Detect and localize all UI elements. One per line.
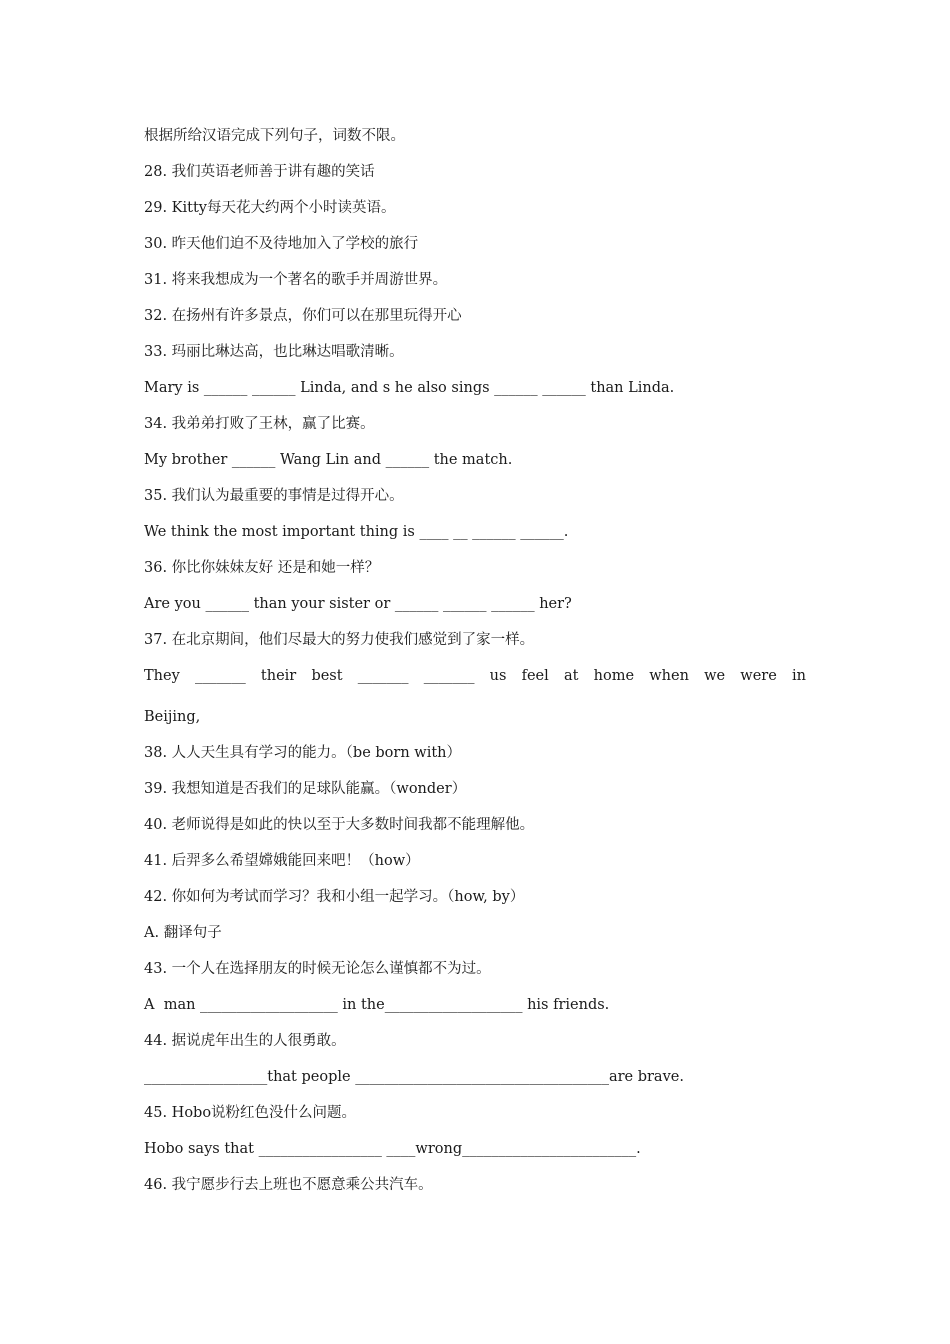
answer-44: _________________that people ___________________________________are brave. — [144, 1069, 684, 1085]
question-44: 44. 据说虎年出生的人很勇敢。 — [144, 1033, 346, 1049]
answer-37-word: were — [740, 668, 777, 684]
question-30: 30. 昨天他们迫不及待地加入了学校的旅行 — [144, 236, 419, 252]
answer-37-word: when — [649, 668, 689, 684]
question-37: 37. 在北京期间，他们尽最大的努力使我们感觉到了家一样。 — [144, 632, 535, 648]
question-45: 45. Hobo说粉红色没什么问题。 — [144, 1105, 357, 1121]
question-35: 35. 我们认为最重要的事情是过得开心。 — [144, 488, 404, 504]
answer-37-word: _______ — [194, 668, 246, 684]
answer-37-word: They — [144, 668, 180, 684]
question-31: 31. 将来我想成为一个著名的歌手并周游世界。 — [144, 272, 448, 288]
question-28: 28. 我们英语老师善于讲有趣的笑话 — [144, 164, 375, 180]
question-40: 40. 老师说得是如此的快以至于大多数时间我都不能理解他。 — [144, 817, 535, 833]
question-33: 33. 玛丽比琳达高，也比琳达唱歌清晰。 — [144, 344, 404, 360]
question-38: 38. 人人天生具有学习的能力。（be born with） — [144, 745, 461, 761]
answer-37-word: _______ — [357, 668, 409, 684]
question-43: 43. 一个人在选择朋友的时候无论怎么谨慎都不为过。 — [144, 961, 491, 977]
answer-37-word: feel — [521, 668, 549, 684]
answer-35: We think the most important thing is ____ __ ______ ______. — [144, 524, 569, 540]
answer-45: Hobo says that _________________ ____wrong________________________. — [144, 1141, 641, 1157]
answer-37-word: in — [791, 668, 806, 684]
answer-37 — [144, 666, 806, 686]
answer-37-word: their — [260, 668, 297, 684]
answer-36: Are you ______ than your sister or ______ ______ ______ her? — [144, 596, 572, 612]
instruction-text: 根据所给汉语完成下列句子，词数不限。 — [144, 128, 405, 144]
question-46: 46. 我宁愿步行去上班也不愿意乘公共汽车。 — [144, 1177, 433, 1193]
answer-37-word: we — [704, 668, 726, 684]
answer-33: Mary is ______ ______ Linda, and s he also sings ______ ______ than Linda. — [144, 380, 675, 396]
answer-37-word: _______ — [423, 668, 475, 684]
answer-34: My brother ______ Wang Lin and ______ the match. — [144, 452, 513, 468]
answer-37-word: best — [311, 668, 343, 684]
question-36: 36. 你比你妹妹友好 还是和她一样？ — [144, 560, 380, 576]
section-heading: A. 翻译句子 — [144, 925, 222, 941]
answer-37-continued: Beijing, — [144, 709, 201, 725]
question-34: 34. 我弟弟打败了王林，赢了比赛。 — [144, 416, 375, 432]
answer-43: A man ___________________ in the___________________ his friends. — [144, 997, 610, 1013]
answer-37-word: at — [563, 668, 579, 684]
question-32: 32. 在扬州有许多景点，你们可以在那里玩得开心 — [144, 308, 462, 324]
answer-37-word: home — [593, 668, 635, 684]
question-42: 42. 你如何为考试而学习？我和小组一起学习。（how, by） — [144, 889, 525, 905]
answer-37-word: us — [489, 668, 507, 684]
question-41: 41. 后羿多么希望嫦娥能回来吧！（how） — [144, 853, 420, 869]
question-39: 39. 我想知道是否我们的足球队能赢。（wonder） — [144, 781, 467, 797]
question-29: 29. Kitty每天花大约两个小时读英语。 — [144, 200, 396, 216]
